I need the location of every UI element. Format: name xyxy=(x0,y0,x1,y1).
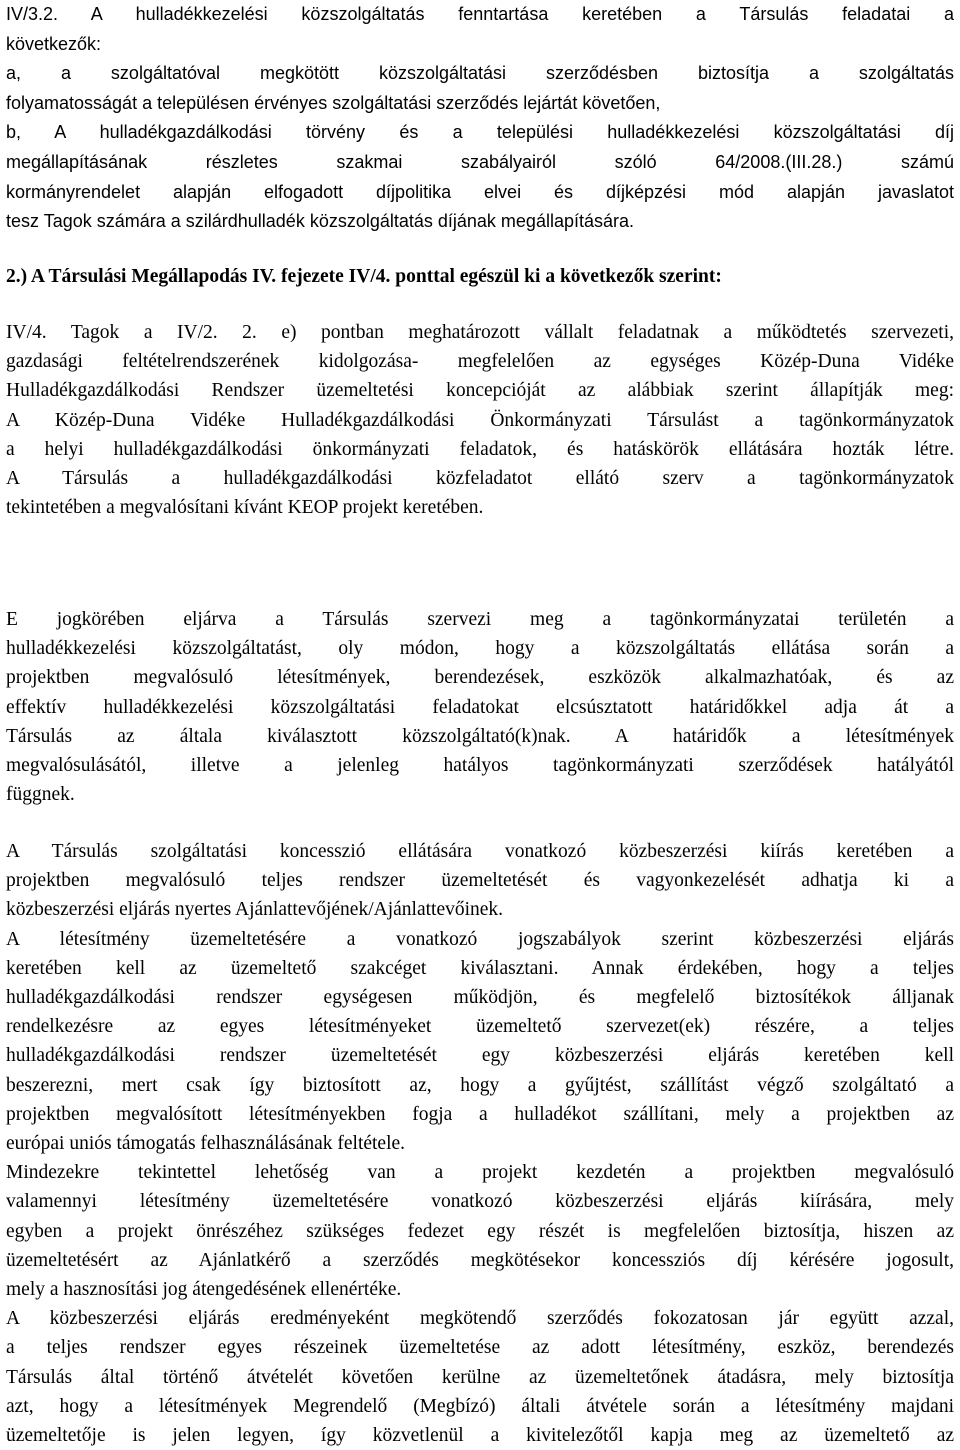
text-line: A Közép-Duna Vidéke Hulladékgazdálkodási Önkormányzati Társulást a tagönkormányzatok xyxy=(6,409,954,431)
text-line: Társulás az általa kiválasztott közszolgáltató(k)nak. A határidők a létesítmények xyxy=(6,725,954,747)
text-line: b, A hulladékgazdálkodási törvény és a települési hulladékkezelési közszolgáltatási díj xyxy=(6,122,954,143)
text-line: üzemeltetője is jelen legyen, így közvetlenül a kivitelezőtől kapja meg az üzemeltető az xyxy=(6,1425,954,1447)
text-line: hulladékgazdálkodási rendszer egységesen működjön, és megfelelő biztosítékok álljanak xyxy=(6,987,954,1009)
text-line: keretében kell az üzemeltető szakcéget kiválasztani. Annak érdekében, hogy a teljes xyxy=(6,957,954,979)
text-line: a helyi hulladékgazdálkodási önkormányzati feladatok, és hatáskörök ellátására hozták létre. xyxy=(6,438,954,460)
text-line: kormányrendelet alapján elfogadott díjpolitika elvei és díjképzési mód alapján javaslatot xyxy=(6,181,954,202)
text-line: A közbeszerzési eljárás eredményeként megkötendő szerződés fokozatosan jár együtt azzal, xyxy=(6,1308,954,1330)
text-line: rendelkezésre az egyes létesítményeket üzemeltető szervezet(ek) részére, a teljes xyxy=(6,1016,954,1038)
text-line: következők: xyxy=(6,33,102,54)
text-line: azt, hogy a létesítmények Megrendelő (Megbízó) általi átvétele során a létesítmény majdani xyxy=(6,1395,954,1417)
text-line: európai uniós támogatás felhasználásának feltétele. xyxy=(6,1133,406,1155)
text-line: Hulladékgazdálkodási Rendszer üzemeltetési koncepcióját az alábbiak szerint állapítják meg: xyxy=(6,380,954,402)
text-line: mely a hasznosítási jog átengedésének ellenértéke. xyxy=(6,1279,402,1301)
text-line: A Társulás szolgáltatási koncesszió ellátására vonatkozó közbeszerzési kiírás keretében a xyxy=(6,841,954,862)
text-line: IV/4. Tagok a IV/2. 2. e) pontban meghatározott vállalt feladatnak a működtetés szervezeti, xyxy=(6,322,954,343)
paragraph-jogkor xyxy=(6,605,954,809)
text-line: projektben megvalósuló létesítmények, berendezések, eszközök alkalmazhatóak, és az xyxy=(6,667,954,689)
text-line: IV/3.2. A hulladékkezelési közszolgáltatás fenntartása keretében a Társulás feladatai a xyxy=(6,4,954,24)
text-line: beszerezni, mert csak így biztosított az, hogy a gyűjtést, szállítást végző szolgáltató a xyxy=(6,1074,954,1096)
text-line: üzemeltetésért az Ajánlatkérő a szerződés megkötésekor koncessziós díj kérésére jogosult, xyxy=(6,1249,954,1271)
text-line: valamennyi létesítmény üzemeltetésére vonatkozó közbeszerzési eljárás kiírására, mely xyxy=(6,1191,954,1213)
text-line: tekintetében a megvalósítani kívánt KEOP projekt keretében. xyxy=(6,497,484,519)
text-line: A létesítmény üzemeltetésére a vonatkozó jogszabályok szerint közbeszerzési eljárás xyxy=(6,928,954,950)
text-line: hulladékkezelési közszolgáltatást, oly módon, hogy a közszolgáltatás ellátása során a xyxy=(6,638,954,660)
text-line: a teljes rendszer egyes részeinek üzemeltetése az adott létesítmény, eszköz, berendezés xyxy=(6,1337,954,1359)
text-line: gazdasági feltételrendszerének kidolgozása- megfelelően az egységes Közép-Duna Vidéke xyxy=(6,351,954,373)
text-line: Mindezekre tekintettel lehetőség van a projekt kezdetén a projektben megvalósuló xyxy=(6,1162,954,1184)
text-line: E jogkörében eljárva a Társulás szervezi meg a tagönkormányzatai területén a xyxy=(6,609,954,630)
text-line: projektben megvalósított létesítményekben fogja a hulladékot szállítani, mely a projektben az xyxy=(6,1103,954,1125)
text-line: folyamatosságát a településen érvényes szolgáltatási szerződés lejártát követően, xyxy=(6,92,661,113)
section-iv-3-2 xyxy=(6,0,954,237)
heading-text: 2.) A Társulási Megállapodás IV. fejezete IV/4. ponttal egészül ki a következők szerint: xyxy=(6,266,722,287)
paragraph-koncesszio xyxy=(6,837,954,1450)
text-line: effektív hulladékkezelési közszolgáltatási feladatokat elcsúsztatott határidőkkel adja át a xyxy=(6,696,954,718)
text-line: projektben megvalósuló teljes rendszer üzemeltetését és vagyonkezelését adhatja ki a xyxy=(6,870,954,892)
text-line: függnek. xyxy=(6,784,75,806)
text-line: tesz Tagok számára a szilárdhulladék közszolgáltatás díjának megállapítására. xyxy=(6,211,635,232)
text-line: hulladékgazdálkodási rendszer üzemeltetését egy közbeszerzési eljárás keretében kell xyxy=(6,1045,954,1067)
text-line: megállapításának részletes szakmai szabályairól szóló 64/2008.(III.28.) számú xyxy=(6,151,954,172)
text-line: A Társulás a hulladékgazdálkodási közfeladatot ellátó szerv a tagönkormányzatok xyxy=(6,468,954,490)
text-line: egyben a projekt önrészéhez szükséges fedezet egy részét is megfelelően biztosítja, hiszen az xyxy=(6,1220,954,1242)
text-line: megvalósulásától, illetve a jelenleg hatályos tagönkormányzati szerződések hatályától xyxy=(6,755,954,777)
text-line: Társulás által történő átvételét követően kerülne az üzemeltetőnek átadásra, mely biztosítja xyxy=(6,1366,954,1388)
text-line: a, a szolgáltatóval megkötött közszolgáltatási szerződésben biztosítja a szolgáltatás xyxy=(6,63,954,84)
section-heading xyxy=(6,262,954,291)
text-line: közbeszerzési eljárás nyertes Ajánlattevőjének/Ajánlattevőinek. xyxy=(6,899,504,921)
paragraph-iv-4 xyxy=(6,318,954,522)
